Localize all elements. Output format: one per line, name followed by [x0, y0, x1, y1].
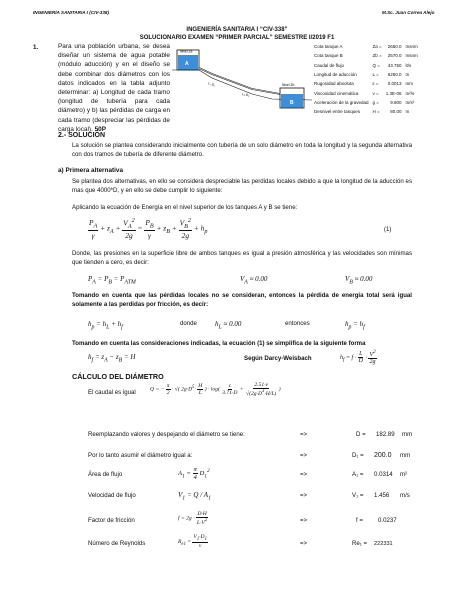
table-unit: lt/s	[405, 62, 412, 68]
table-row	[312, 42, 420, 51]
table-value: 43.750	[387, 62, 402, 68]
solution-heading: 2.- SOLUCIÓN	[58, 132, 106, 139]
table-value: 0.0013	[387, 81, 402, 87]
row-symbol: f =	[356, 517, 363, 524]
caudal-h-l: $\frac{H}{L}$	[198, 382, 203, 396]
table-unit: m/s²	[405, 99, 415, 105]
pressure-text: Donde, las presiones en la superficie libre de ambos tanques es igual a presión atmosférica y las velocidades son mínimas que tienden a cero, es decir:	[72, 250, 412, 266]
part-a-heading: a) Primera alternativa	[58, 167, 124, 174]
table-unit: msnm	[405, 53, 418, 59]
header-author: M.Sc. Juan Correa Alejo	[382, 10, 435, 15]
table-row	[312, 79, 420, 88]
table-row	[312, 88, 420, 97]
table-label: Viscosidad cinemática	[314, 90, 359, 96]
friction-formula: f = 2g · $\frac{D\cdot H}{L\cdot V^2}$	[178, 511, 208, 526]
reynolds-formula: $R_{e1}$ = $\frac{V_1\cdot D_1}{\nu}$	[178, 534, 207, 550]
consider-text: Tomando en cuenta las consideraciones indicadas, la ecuación (1) se simplifica de la siguiente forma	[72, 340, 366, 347]
table-unit: mm	[405, 81, 413, 87]
table-row	[312, 51, 420, 60]
part-a-text: Se plantea dos alternativas, en ello se considera despreciable las perdidas locales debido a que la longitud de la aducción es mas que 4000*D, y en ello se debe cumplir lo siguiente:	[72, 178, 412, 194]
caudal-pi-2: $\frac{\pi}{2}$	[166, 382, 170, 396]
reynolds-frac: $\frac{V_1\cdot D_1}{\nu}$	[193, 534, 207, 550]
problem-text-content: Para una población urbana, se desea diseñar un sistema de agua potable (módulo aducción) y en el diseño se debe combinar dos diámetros con los datos indicados en la tabla adjunto determinar: a) Longitud de cada tramo (longitud de tubería para cada diámetro) y b) las pérdidas de carga en cada tramo (despreciar las pérdidas de carga local).	[58, 43, 170, 133]
problem-number: 1.	[33, 44, 39, 51]
row-symbol: A₁ =	[352, 471, 364, 478]
pressure-equation: $P_A = P_B = P_{ATM}$	[88, 275, 136, 286]
caudal-visc: $\frac{2.51\cdot\nu}{√(2g\cdot D^3\cdot H/L)}$	[246, 382, 277, 397]
table-symbol: Q =	[372, 62, 380, 68]
table-row	[312, 107, 420, 116]
row-symbol: Re₁ =	[352, 540, 368, 547]
velocity-b-equation: $V_B \approx 0.00$	[345, 275, 373, 286]
pipe-label-1: L₁ D₁	[207, 81, 216, 88]
data-table	[312, 42, 420, 116]
row-value: 200.0	[374, 452, 392, 459]
row-arrow: =>	[300, 492, 308, 499]
table-symbol: H =	[372, 109, 380, 115]
darcy-v2-2g: $\frac{V^2}{2g}$	[369, 350, 376, 365]
friction-frac: $\frac{D\cdot H}{L\cdot V^2}$	[196, 511, 208, 526]
row-value: 0.0237	[378, 517, 397, 524]
table-row	[312, 98, 420, 107]
table-unit: m	[405, 72, 410, 78]
losses-text: Tomando en cuenta que las pérdidas locales no se consideran, entonces la pérdida de energía total será igual solamente a las perdidas por fricción, es decir:	[72, 292, 412, 308]
darcy-l-d: $\frac{L}{D}$	[358, 351, 363, 364]
velocity-a-equation: $V_A \approx 0.00$	[240, 275, 268, 286]
eq-va-2g: $\frac{V_A^2}{2g}$	[123, 218, 135, 240]
row-unit: mm	[402, 431, 413, 438]
tank-a-level-label: Nivel Za	[180, 49, 193, 54]
table-label: Desnivel entre tanques	[314, 109, 361, 115]
energy-equation: $\frac{P_A}{\gamma}$ + $z_A$ + $\frac{V_A^2}{2g}$ = $\frac{P_B}{\gamma}$ + $z_B$ + $\frac{V_B^2}{2g}$ + $h_p$	[89, 218, 208, 240]
table-unit: m	[405, 109, 410, 115]
solution-intro: La solución se plantea considerando inicialmente con tubería de un solo diámetro en toda la longitud y la segunda alternativa con dos tramos de tubería de diferente diámetro.	[72, 142, 412, 158]
area-formula: $A_1$ = $\frac{\pi}{4}$ $D_1^2$	[178, 466, 210, 481]
row-unit: mm	[400, 452, 411, 459]
eq-pb-gamma: $\frac{P_B}{\gamma}$	[145, 218, 154, 240]
table-label: Caudal de flujo	[314, 62, 345, 68]
row-unit: m/s	[400, 492, 410, 499]
eq-vb-2g: $\frac{V_B^2}{2g}$	[179, 218, 191, 240]
table-symbol: Zb =	[372, 53, 382, 59]
entonces-label: entonces	[285, 320, 310, 327]
problem-points: 50P	[94, 125, 106, 133]
energy-text: Aplicando la ecuación de Energía en el nivel superior de los tanques A y B se tiene:	[72, 204, 298, 211]
calc-heading: CÁLCULO DEL DIÁMETRO	[72, 372, 164, 381]
table-label: Aceleración de la gravedad	[314, 99, 369, 105]
table-symbol: ε =	[372, 81, 379, 87]
row-value: 1.456	[374, 492, 390, 499]
donde-label: donde	[180, 320, 197, 327]
reservoir-diagram	[172, 44, 312, 118]
row-symbol: D₁ =	[352, 452, 364, 459]
velocity-formula: $V_1 = Q / A_1$	[178, 491, 211, 502]
simplified-equation: $h_f = z_A - z_B = H$	[88, 353, 136, 364]
table-value: 2650.0	[387, 44, 402, 50]
hl-equation: $h_L \approx 0.00$	[215, 320, 242, 331]
table-label: Longitud de aducción	[314, 72, 357, 78]
table-row	[312, 61, 420, 70]
darcy-equation: $h_f = f$ · $\frac{L}{D}$ · $\frac{V^2}{2g}$	[340, 350, 376, 365]
table-value: 80.00	[390, 109, 402, 115]
table-symbol: g =	[372, 99, 379, 105]
row-value: 0.0314	[374, 471, 393, 478]
table-value: 9.800	[390, 99, 402, 105]
darcy-label: Según Darcy-Weisbach	[244, 355, 312, 362]
row-arrow: =>	[300, 540, 308, 547]
caudal-eps: $\frac{\varepsilon}{3.71\cdot D}$	[222, 382, 238, 396]
table-value: 2570.0	[387, 53, 402, 59]
row-label: Área de flujo	[88, 471, 123, 478]
row-label: Por lo tanto asumir el diámetro igual a:	[88, 452, 193, 459]
table-value: 1.3E-06	[385, 90, 402, 96]
table-symbol: Za =	[372, 44, 382, 50]
row-arrow: =>	[300, 452, 308, 459]
row-label: Reemplazando valores y despejando el diámetro se tiene:	[88, 431, 245, 438]
table-symbol: ν =	[372, 90, 379, 96]
problem-text	[58, 42, 170, 134]
caudal-label: El caudal es igual	[88, 389, 136, 396]
header-course: INGENIERÍA SANITARIA I (CIV-338)	[33, 10, 109, 15]
pipe-label-2: L₂ D₂	[241, 92, 250, 98]
eq-pa-gamma: $\frac{P_A}{\gamma}$	[89, 218, 98, 240]
tank-a-letter: A	[185, 61, 189, 67]
eq-number-1: (1)	[384, 226, 392, 233]
row-arrow: =>	[300, 431, 308, 438]
table-value: 6250.0	[387, 72, 402, 78]
hp-equation: $h_p = h_L + h_f$	[88, 320, 123, 331]
row-unit: m²	[400, 471, 408, 478]
row-value: 182.89	[376, 431, 395, 438]
row-label: Velocidad de flujo	[88, 492, 136, 499]
table-label: Cota tanque B	[314, 53, 343, 59]
title-line-1: INGENIERÍA SANITARIA I “CIV-338”	[186, 27, 288, 33]
hp-hf-equation: $h_p = h_f$	[345, 320, 365, 331]
table-symbol: L =	[372, 72, 379, 78]
title-line-2: SOLUCIONARIO EXAMEN “PRIMER PARCIAL” SEMESTRE I/2019 F1	[139, 35, 335, 41]
tank-b-level-label: Nivel Zb	[282, 83, 295, 87]
table-unit: msnm	[405, 44, 418, 50]
table-label: Cota tanque A	[314, 44, 343, 50]
row-symbol: V₁ =	[352, 492, 364, 499]
row-label: Número de Reynolds	[88, 540, 146, 547]
table-row	[312, 70, 420, 79]
row-label: Factor de fricción	[88, 517, 135, 524]
caudal-equation: Q = − $\frac{\pi}{2}$ · √( $2g\cdot D^5\cdot$ $\frac{H}{L}$ ) · log( $\frac{\varepsilon}{3.71\cdot D}$ + $\frac{2.51\cdot\nu}{√(2g\cdot D^3\cdot H/L)}$ )	[150, 382, 281, 397]
row-value: 222331	[374, 541, 393, 547]
area-pi-4: $\frac{\pi}{4}$	[193, 466, 197, 481]
row-arrow: =>	[300, 517, 308, 524]
row-arrow: =>	[300, 471, 308, 478]
table-label: Rugosidad absoluta	[314, 81, 354, 87]
table-unit: m²/s	[405, 90, 415, 96]
row-symbol: D =	[356, 431, 366, 438]
tank-b-letter: B	[290, 100, 294, 106]
